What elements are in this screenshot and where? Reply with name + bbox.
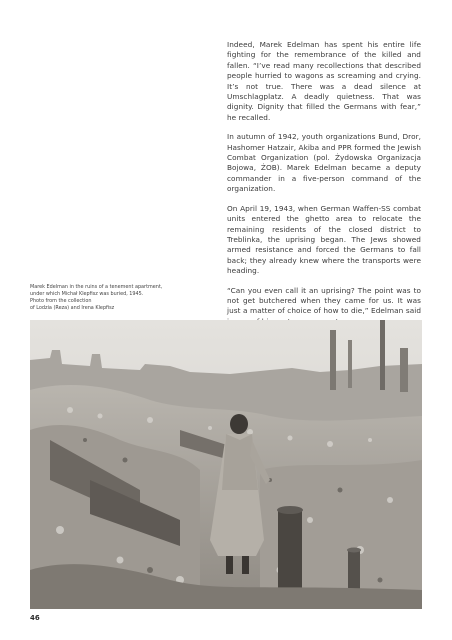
caption-line: under which Michał Klepfisz was buried, 1945. — [30, 290, 144, 297]
photo-caption — [30, 284, 205, 312]
page-number: 46 — [30, 614, 40, 622]
paragraph: Indeed, Marek Edelman has spent his entire life fighting for the remembrance of the killed and fallen. “I’ve read many recollections that described people hurried to wagons as screaming and crying. It’s not true. There was a dead silence at Umschlagplatz. A deadly quietness. That was dignity. Dignity that filled the Germans with fear,” he recalled. — [227, 40, 421, 122]
ruins-photo — [30, 320, 422, 609]
paragraph: On April 19, 1943, when German Waffen-SS combat units entered the ghetto area to relocate the remaining residents of the closed district to Treblinka, the uprising began. The Jews showed armed resistance and forced the Germans to fall back; they already knew where the transports were heading. — [227, 203, 421, 276]
paragraph: “Can you even call it an uprising? The point was to not get butchered when they came for us. It was just a matter of choice of how to die,” Edelman said — [227, 285, 421, 316]
caption-line: Marek Edelman in the ruins of a tenement apartment, — [30, 284, 163, 290]
paragraph: In autumn of 1942, youth organizations Bund, Dror, Hashomer Hatzair, Akiba and PPR formed the Jewish Combat Organization (pol. Żydowska Organizacja Bojowa, ŻOB). Marek Edelman became a deputy commander in a five-person command of the organization. — [227, 132, 421, 194]
caption-line: Photo from the collection — [30, 297, 92, 304]
caption-line: of Lodzia (Reza) and Irena Klepfisz — [30, 304, 115, 311]
